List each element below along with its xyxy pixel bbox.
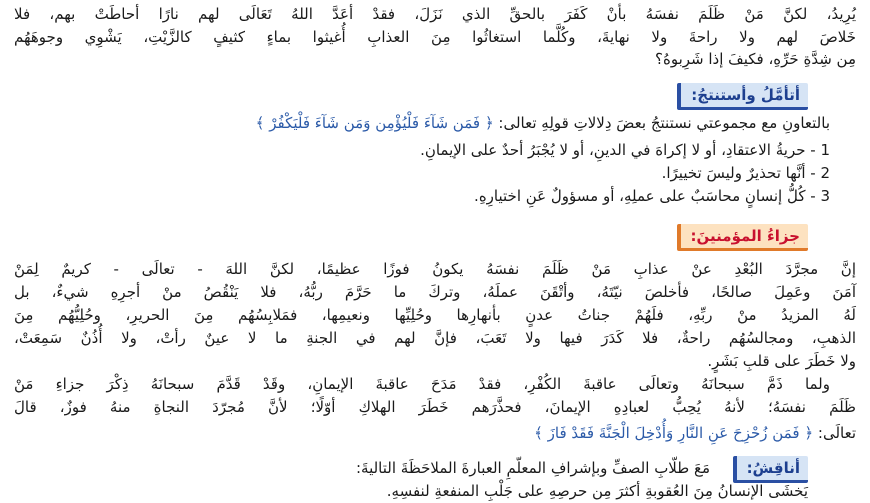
section-intro (14, 113, 830, 134)
paragraph-line: لَهُ المزيدُ منْ ربِّهِ، فلَهُمْ جناتُ عدنٍ بأنهارِها وحُلِيِّها ونعيمِها، فمَلابِسُهُم مِنَ الحريرِ، وحُلِيُّهُم مِنَ (14, 306, 856, 324)
quote-open-bracket: ﴿ (804, 424, 814, 442)
paragraph-line: الذهبِ، ومجالسُهُم راحةٌ، فلا كَدَرَ فيها ولا تَعَبَ، فإنَّ لهم في الجنةِ ما لا عينٌ رأتْ، ولا أُذُنٌ سَمِعَتْ، (14, 329, 856, 347)
quran-quote: فَمَن شَآءَ فَلْيُؤْمِن وَمَن شَآءَ فَلْيَكْفُرْ (269, 114, 481, 132)
paragraph-line: خَلاصَ لهم ولا راحةَ ولا نهايةَ، وكُلَّما استغاثُوا مِنَ العذابِ أُغيثوا بماءٍ كثيفٍ كالزَّيْتِ، يَشْوِي وجوهَهُم (14, 28, 856, 46)
paragraph-line: ظَلَمَ نفسَهُ؛ لأنهُ يُحِبُّ لعبادِهِ الإيمانَ، فحذَّرَهم خَطَرَ الهلاكِ أوّلًا؛ لأنَّ مُجرّدَ النجاةِ منهُ فوزٌ، قالَ (14, 398, 856, 416)
paragraph-line-with-quote (14, 423, 856, 444)
quote-close-bracket: ﴾ (255, 114, 265, 132)
section-heading-reflect: أتأمَّلُ وأستنتجُ: (677, 83, 808, 110)
paragraph-line: ولما ذَمَّ سبحانَهُ وتعالَى عاقبةَ الكُفْرِ، فقدْ مَدَحَ عاقبةَ الإيمانِ، وقَدْ قَدَّمَ سبحانَهُ ذِكْرَ جزاءِ مَنْ (14, 375, 830, 393)
quote-open-bracket: ﴿ (484, 114, 494, 132)
list-item: 3 - كُلُّ إنسانٍ محاسَبٌ على عملِهِ، أو مسؤولٌ عَنِ اختيارِهِ. (474, 187, 830, 205)
section-heading-discuss: أناقِشُ: (733, 456, 808, 483)
paragraph-line: إنَّ مجرَّدَ البُعْدِ عنْ عذابِ مَنْ ظَلَمَ نفسَهُ يكونُ فوزًا عظيمًا، لكنَّ اللهَ - تعالَى - كريمٌ لِمَنْ (14, 260, 856, 278)
list-item: 1 - حريةُ الاعتقادِ، أو لا إكراهَ في الدينِ، أو لا يُجْبَرُ أحدٌ على الإيمانِ. (420, 141, 830, 159)
discussion-statement: يَخشَى الإنسانُ مِنَ العُقوبةِ أكثرَ مِن حرصِهِ على جَلْبِ المنفعةِ لنفسِهِ. (386, 482, 808, 500)
quran-quote: فَمَن زُحْزِحَ عَنِ النَّارِ وَأُدْخِلَ الْجَنَّةَ فَقَدْ فَازَ (547, 424, 800, 442)
section-heading-believers-reward: جزاءُ المؤمنينَ: (677, 224, 808, 251)
intro-text: بالتعاونِ مع مجموعتي نستنتجُ بعضَ دِلالاتِ قولِهِ تعالى: (498, 114, 830, 132)
lead-text: تعالَى: (817, 424, 856, 442)
paragraph-line: آمَنَ وعَمِلَ صالحًا، فأخلصَ نيّتَهُ، وأتْقَنَ عملَهُ، وتركَ ما حَرَّمَ ربُّهُ، فلا يَنْقُصُ منْ أجرِهِ شيءٌ، بل (14, 283, 856, 301)
paragraph-line: مِن شِدَّةِ حَرِّهِ، فكيفَ إذا شَرِبوهُ؟ (655, 50, 856, 68)
quote-close-bracket: ﴾ (534, 424, 543, 442)
list-item: 2 - أنَّها تحذيرٌ وليسَ تخييرًا. (661, 164, 830, 182)
section-intro: مَعَ طلّابِ الصفِّ وبإشرافِ المعلّمِ العبارةَ الملاحَظَةَ التاليةَ: (355, 459, 710, 477)
paragraph-line: ولا خَطَرَ على قلبِ بَشَرٍ. (707, 352, 856, 370)
paragraph-line: يُرِيدُ، لكنَّ مَنْ ظَلَمَ نفسَهُ بأنْ كَفَرَ بالحقِّ الذي نَزَلَ، فقدْ أعَدَّ اللهُ تَعَالَى لهم نارًا أحاطَتْ بهم، فلا (14, 5, 856, 23)
